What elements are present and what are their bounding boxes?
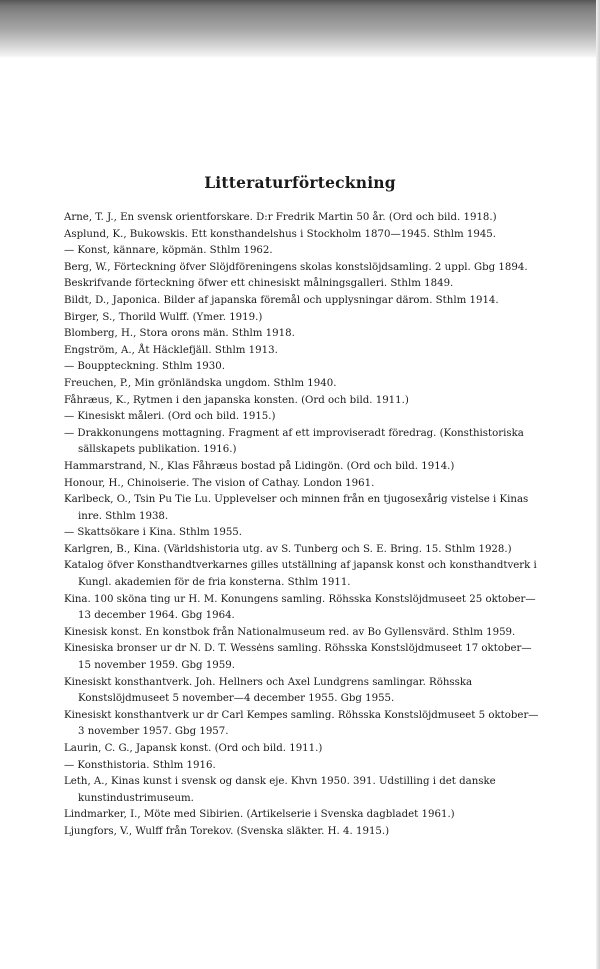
bibliography-entry: Honour, H., Chinoiserie. The vision of Cathay. London 1961. — [64, 477, 375, 489]
bibliography-entry: Beskrifvande förteckning öfwer ett chinesiskt målningsgalleri. Sthlm 1849. — [64, 278, 454, 290]
bibliography-entry: Blomberg, H., Stora orons män. Sthlm 1918. — [64, 328, 295, 340]
bibliography-entry: — Bouppteckning. Sthlm 1930. — [64, 361, 225, 373]
page-title: Litteraturförteckning — [204, 173, 396, 192]
scan-right-edge — [596, 0, 600, 969]
bibliography-entry: — Konsthistoria. Sthlm 1916. — [64, 759, 216, 771]
bibliography-entry: Hammarstrand, N., Klas Fåhræus bostad på Lidingön. (Ord och bild. 1914.) — [64, 460, 455, 472]
bibliography-entry: Lindmarker, I., Möte med Sibirien. (Artikelserie i Svenska dagbladet 1961.) — [64, 809, 455, 821]
bibliography-entry: Laurin, C. G., Japansk konst. (Ord och bild. 1911.) — [64, 743, 323, 754]
bibliography-entry: Arne, T. J., En svensk orientforskare. D:r Fredrik Martin 50 år. (Ord och bild. 1918.) — [64, 212, 497, 223]
bibliography-entry: Bildt, D., Japonica. Bilder af japanska föremål och upplysningar därom. Sthlm 1914. — [64, 294, 499, 306]
bibliography-entry: Kina. 100 sköna ting ur H. M. Konungens samling. Röhsska Konstslöjdmuseet 25 oktober—13 december 1964. Gbg 1964. — [64, 593, 536, 622]
bibliography-entry: Fåhræus, K., Rytmen i den japanska konsten. (Ord och bild. 1911.) — [64, 394, 409, 406]
bibliography-entry: — Skattsökare i Kina. Sthlm 1955. — [64, 527, 243, 539]
bibliography-entry: Engström, A., Åt Häcklefjäll. Sthlm 1913. — [64, 344, 278, 356]
bibliography-entry: Freuchen, P., Min grönländska ungdom. Sthlm 1940. — [64, 377, 337, 389]
bibliography-entry: Ljungfors, V., Wulff från Torekov. (Svenska släkter. H. 4. 1915.) — [64, 825, 390, 837]
bibliography-entry: — Drakkonungens mottagning. Fragment af ett improviseradt föredrag. (Konsthistoriska sällskapets publikation. 1916.) — [64, 427, 524, 456]
bibliography-entry: Leth, A., Kinas kunst i svensk og dansk eje. Khvn 1950. 391. Udstilling i det danske kunstindustrimuseum. — [64, 776, 496, 804]
bibliography-entry: — Konst, kännare, köpmän. Sthlm 1962. — [64, 245, 273, 257]
bibliography-entry: Katalog öfver Konsthandtverkarnes gilles utställning af japansk konst och konsthandtverk i Kungl. akademien för de fria konsterna. Sthlm 1911. — [64, 560, 537, 589]
scan-top-edge — [0, 0, 600, 58]
bibliography-entry: — Kinesiskt måleri. (Ord och bild. 1915.) — [64, 411, 276, 423]
bibliography-entry: Berg, W., Förteckning öfver Slöjdföreningens skolas konstslöjdsamling. 2 uppl. Gbg 1894. — [64, 261, 528, 273]
bibliography-entry: Kinesisk konst. En konstbok från Nationalmuseum red. av Bo Gyllensvärd. Sthlm 1959. — [64, 626, 516, 638]
bibliography-entry: Asplund, K., Bukowskis. Ett konsthandelshus i Stockholm 1870—1945. Sthlm 1945. — [64, 228, 497, 240]
bibliography-entry: Kinesiska bronser ur dr N. D. T. Wessėns samling. Röhsska Konstslöjdmuseet 17 oktober—15 november 1959. Gbg 1959. — [64, 643, 532, 672]
bibliography-entry: Kinesiskt konsthantverk. Joh. Hellners och Axel Lundgrens samlingar. Röhsska Konstslöjdmuseet 5 november—4 december 1955. Gbg 1955. — [64, 676, 473, 705]
bibliography-list — [64, 210, 544, 841]
bibliography-entry: Karlgren, B., Kina. (Världshistoria utg. av S. Tunberg och S. E. Bring. 15. Sthlm 1928.) — [64, 543, 512, 555]
bibliography-entry: Kinesiskt konsthantverk ur dr Carl Kempes samling. Röhsska Konstslöjdmuseet 5 oktober—3 november 1957. Gbg 1957. — [64, 709, 539, 738]
bibliography-entry: Karlbeck, O., Tsin Pu Tie Lu. Upplevelser och minnen från en tjugosexårig vistelse i Kinas inre. Sthlm 1938. — [64, 494, 529, 522]
bibliography-entry: Birger, S., Thorild Wulff. (Ymer. 1919.) — [64, 311, 263, 323]
